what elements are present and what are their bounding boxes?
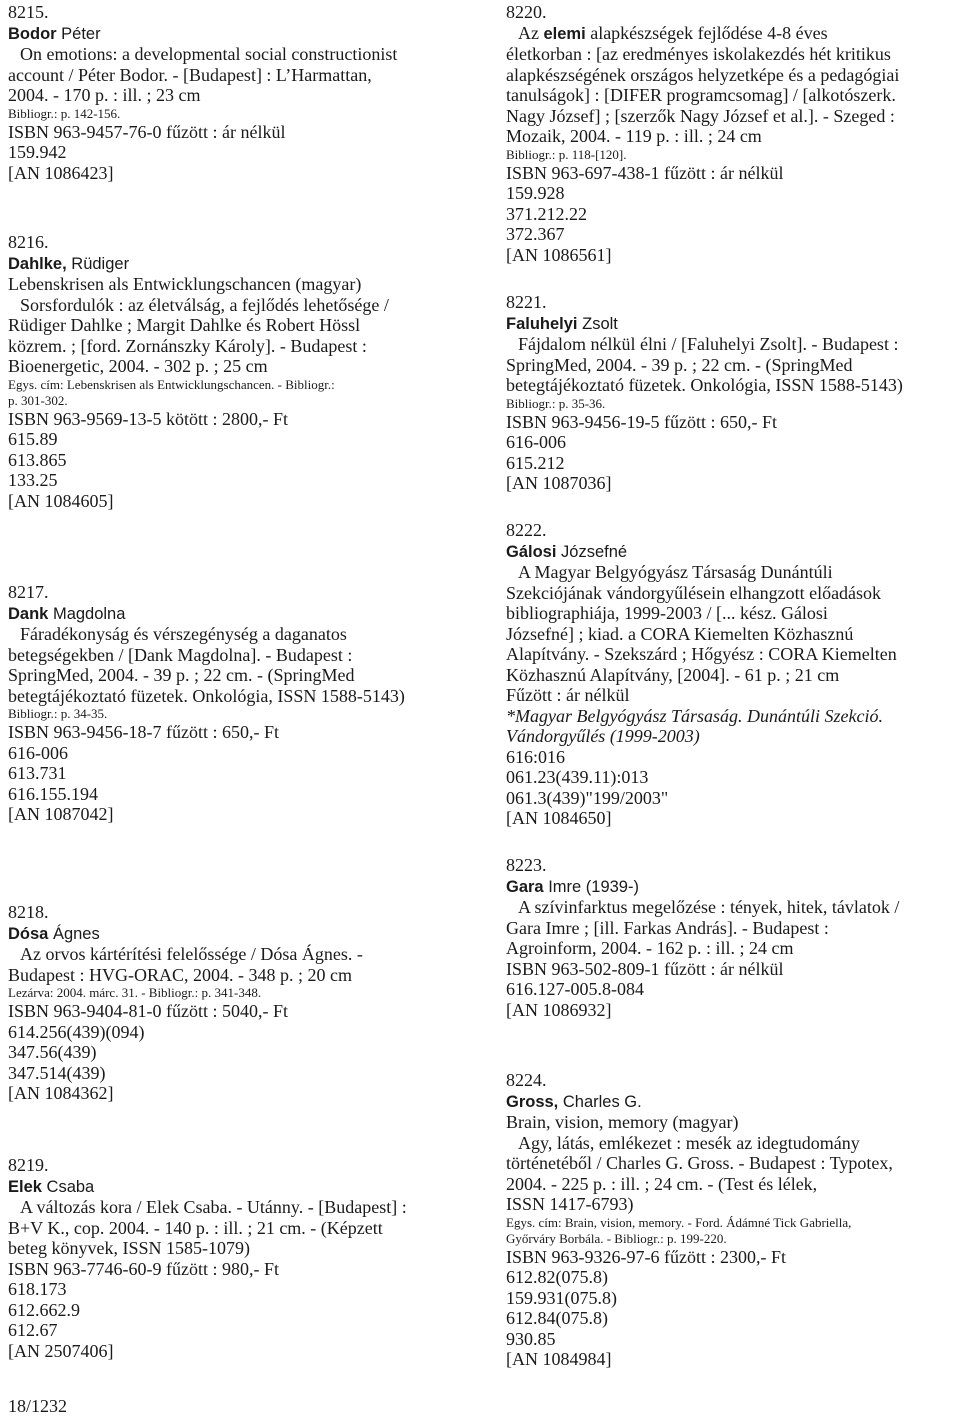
- entry-line: Rüdiger Dahlke ; Margit Dahlke és Robert Hössl: [8, 315, 361, 335]
- entry-number: 8217.: [8, 582, 49, 602]
- entry-line: bibliographiája, 1999-2003 / [... kész. Gálosi: [506, 603, 828, 623]
- entry-line: 615.89: [8, 429, 58, 449]
- entry-line: 612.662.9: [8, 1299, 80, 1320]
- entry-line: 061.23(439.11):013: [506, 767, 649, 787]
- entry-line: [AN 1086932]: [506, 999, 612, 1020]
- author-surname: Bodor: [8, 24, 57, 43]
- entry-author: [506, 313, 958, 335]
- author-surname: Dank: [8, 604, 49, 623]
- entry-note: Bibliogr.: p. 34-35.: [8, 706, 108, 721]
- entry-line: [AN 1084984]: [506, 1349, 612, 1369]
- entry-line: 618.173: [8, 1279, 67, 1299]
- entry-subject-heading: *Magyar Belgyógyász Társaság. Dunántúli Szekció.: [506, 705, 883, 726]
- entry-line: Bioenergetic, 2004. - 302 p. ; 25 cm: [8, 356, 268, 376]
- bibliography-entry: [506, 292, 958, 494]
- entry-line: Agy, látás, emlékezet : mesék az idegtudomány: [518, 1132, 860, 1153]
- entry-line: 616-006: [506, 432, 566, 452]
- entry-author: [506, 1091, 958, 1113]
- entry-line: 2004. - 170 p. : ill. ; 23 cm: [8, 85, 201, 105]
- entry-line: Józsefné] ; kiad. a CORA Kiemelten Közhasznú: [506, 623, 854, 644]
- entry-line: Gara Imre ; [ill. Farkas András]. - Budapest :: [506, 917, 829, 938]
- entry-line: account / Péter Bodor. - [Budapest] : L’Harmattan,: [8, 64, 372, 85]
- entry-line: Budapest : HVG-ORAC, 2004. - 348 p. ; 20 cm: [8, 964, 352, 985]
- bibliography-entry: [506, 1070, 958, 1370]
- author-forename: Ágnes: [48, 924, 100, 943]
- entry-line: 613.731: [8, 763, 67, 783]
- entry-line: [AN 1087036]: [506, 473, 612, 493]
- entry-line: 614.256(439)(094): [8, 1021, 145, 1042]
- author-forename: Csaba: [41, 1177, 95, 1196]
- bibliography-entry: [506, 2, 958, 265]
- author-surname: Elek: [8, 1177, 42, 1196]
- entry-line: 930.85: [506, 1328, 556, 1349]
- entry-line: Fűzött : ár nélkül: [506, 685, 630, 705]
- entry-line: On emotions: a developmental social constructionist: [20, 44, 398, 64]
- entry-line: SpringMed, 2004. - 39 p. ; 22 cm. - (SpringMed: [8, 665, 355, 685]
- entry-line: [AN 1084362]: [8, 1083, 114, 1103]
- page-number: 18/1232: [8, 1396, 68, 1416]
- bibliography-entry: [8, 232, 476, 511]
- entry-line: B+V K., cop. 2004. - 140 p. : ill. ; 21 cm. - (Képzett: [8, 1217, 383, 1238]
- entry-line: 616.127-005.8-084: [506, 979, 644, 999]
- bibliography-entry: [8, 902, 476, 1104]
- entry-line: 615.212: [506, 452, 565, 473]
- entry-note: Bibliogr.: p. 118-[120].: [506, 146, 627, 162]
- entry-note: Egys. cím: Lebenskrisen als Entwicklungschancen. - Bibliogr.:: [8, 376, 335, 392]
- entry-author: [8, 253, 476, 275]
- entry-line: közrem. ; [ford. Zornánszky Károly]. - Budapest :: [8, 335, 367, 356]
- entry-subject-heading: Vándorgyűlés (1999-2003): [506, 726, 700, 746]
- entry-number: 8224.: [506, 1070, 547, 1090]
- entry-author: [8, 923, 476, 945]
- bibliography-entry: [8, 1155, 476, 1361]
- bibliography-entry: [8, 582, 476, 825]
- entry-line: Nagy József] ; [szerzők Nagy József et al.]. - Szeged :: [506, 105, 895, 126]
- entry-line: [AN 1084605]: [8, 490, 114, 511]
- author-surname: Dahlke,: [8, 254, 67, 273]
- entry-line: 159.931(075.8): [506, 1287, 617, 1308]
- entry-line: 612.82(075.8): [506, 1267, 608, 1287]
- entry-line: Szekciójának vándorgyűlésein elhangzott előadások: [506, 582, 882, 603]
- entry-note: Bibliogr.: p. 142-156.: [8, 105, 121, 121]
- entry-line: történetéből / Charles G. Gross. - Budapest : Typotex,: [506, 1153, 893, 1173]
- title-keyword: elemi: [543, 24, 586, 43]
- entry-line: beteg könyvek, ISSN 1585-1079): [8, 1238, 250, 1258]
- author-surname: Gara: [506, 877, 544, 896]
- entry-line: A változás kora / Elek Csaba. - Utánny. - [Budapest] :: [20, 1197, 407, 1217]
- entry-number: 8221.: [506, 292, 547, 312]
- entry-line: 616.155.194: [8, 783, 98, 804]
- entry-line: ISBN 963-9456-19-5 fűzött : 650,- Ft: [506, 411, 777, 432]
- entry-line: tanulságok] : [DIFER programcsomag] / [alkotószerk.: [506, 85, 896, 105]
- author-forename: Zsolt: [577, 314, 618, 333]
- entry-line: 347.514(439): [8, 1062, 106, 1083]
- author-forename: Imre (1939-): [543, 877, 639, 896]
- entry-number: 8223.: [506, 855, 547, 875]
- entry-line: Sorsfordulók : az életválság, a fejlődés lehetősége /: [20, 294, 389, 315]
- entry-number: 8215.: [8, 2, 49, 22]
- entry-line: Agroinform, 2004. - 162 p. : ill. ; 24 cm: [506, 938, 794, 958]
- author-surname: Gross,: [506, 1092, 559, 1111]
- author-forename: Rüdiger: [66, 254, 130, 273]
- entry-line: ISBN 963-9326-97-6 fűzött : 2300,- Ft: [506, 1246, 786, 1267]
- entry-line: [AN 2507406]: [8, 1340, 114, 1361]
- entry-line: Az elemi alapkészségek fejlődése 4-8 éves: [518, 22, 828, 43]
- author-forename: Magdolna: [48, 604, 126, 623]
- entry-line: 372.367: [506, 224, 565, 244]
- author-surname: Faluhelyi: [506, 314, 578, 333]
- entry-note: Bibliogr.: p. 35-36.: [506, 395, 606, 411]
- entry-line: 371.212.22: [506, 203, 587, 224]
- entry-line: ISBN 963-7746-60-9 fűzött : 980,- Ft: [8, 1258, 279, 1279]
- entry-line: 613.865: [8, 449, 67, 470]
- entry-line: Fáradékonyság és vérszegénység a daganatos: [20, 624, 347, 644]
- entry-line: 612.84(075.8): [506, 1308, 608, 1328]
- entry-number: 8218.: [8, 902, 49, 922]
- author-forename: Péter: [56, 24, 101, 43]
- bibliography-entry: [506, 855, 958, 1020]
- entry-number: 8220.: [506, 2, 547, 22]
- entry-line: Lebenskrisen als Entwicklungschancen (magyar): [8, 274, 362, 294]
- entry-line: [AN 1086561]: [506, 244, 612, 265]
- entry-line: ISBN 963-697-438-1 fűzött : ár nélkül: [506, 162, 784, 183]
- entry-line: ISBN 963-9569-13-5 kötött : 2800,- Ft: [8, 408, 289, 429]
- author-surname: Dósa: [8, 924, 49, 943]
- entry-line: betegtájékoztató füzetek. Onkológia, ISSN 1588-5143): [506, 375, 903, 395]
- entry-line: [AN 1087042]: [8, 804, 114, 824]
- entry-line: [AN 1086423]: [8, 162, 114, 183]
- entry-line: ISBN 963-9457-76-0 fűzött : ár nélkül: [8, 121, 286, 142]
- entry-line: ISBN 963-502-809-1 fűzött : ár nélkül: [506, 958, 784, 979]
- entry-author: [8, 1176, 476, 1198]
- entry-line: 159.942: [8, 142, 67, 162]
- entry-line: Mozaik, 2004. - 119 p. : ill. ; 24 cm: [506, 126, 762, 146]
- entry-line: alapkészségének országos helyzetképe és a pedagógiai: [506, 64, 900, 85]
- entry-number: 8219.: [8, 1155, 49, 1175]
- author-surname: Gálosi: [506, 542, 557, 561]
- author-forename: Charles G.: [558, 1092, 642, 1111]
- entry-line: A Magyar Belgyógyász Társaság Dunántúli: [518, 562, 833, 582]
- entry-line: ISBN 963-9404-81-0 fűzött : 5040,- Ft: [8, 1001, 288, 1021]
- entry-line: betegségekben / [Dank Magdolna]. - Budapest :: [8, 644, 353, 665]
- entry-note: Egys. cím: Brain, vision, memory. - Ford. Ádámné Tick Gabriella,: [506, 1214, 852, 1230]
- entry-number: 8222.: [506, 520, 547, 540]
- entry-note: Győrváry Borbála. - Bibliogr.: p. 199-220.: [506, 1230, 727, 1246]
- entry-line: ISSN 1417-6793): [506, 1194, 634, 1214]
- entry-line: Alapítvány. - Szekszárd ; Hőgyész : CORA Kiemelten: [506, 644, 897, 664]
- entry-line: Brain, vision, memory (magyar): [506, 1112, 739, 1132]
- entry-line: 616-006: [8, 742, 68, 763]
- entry-line: Az orvos kártérítési felelőssége / Dósa Ágnes. -: [20, 944, 363, 964]
- entry-line: Fájdalom nélkül élni / [Faluhelyi Zsolt]. - Budapest :: [518, 334, 899, 354]
- entry-line: [AN 1084650]: [506, 808, 612, 828]
- entry-note: p. 301-302.: [8, 392, 68, 408]
- entry-line: ISBN 963-9456-18-7 fűzött : 650,- Ft: [8, 722, 279, 742]
- author-forename: Józsefné: [556, 542, 628, 561]
- entry-line: 616:016: [506, 746, 566, 767]
- entry-line: 612.67: [8, 1320, 58, 1340]
- entry-line: 159.928: [506, 183, 565, 203]
- entry-author: [8, 23, 476, 45]
- entry-author: [8, 603, 476, 625]
- entry-line: 061.3(439)"199/2003": [506, 787, 669, 808]
- entry-line: 2004. - 225 p. : ill. ; 24 cm. - (Test és lélek,: [506, 1173, 818, 1194]
- bibliography-entry: [506, 520, 958, 829]
- entry-author: [506, 876, 958, 898]
- entry-number: 8216.: [8, 232, 49, 252]
- entry-author: [506, 541, 958, 563]
- entry-line: A szívinfarktus megelőzése : tények, hitek, távlatok /: [518, 897, 900, 917]
- bibliography-entry: [8, 2, 476, 183]
- entry-line: életkorban : [az eredményes iskolakezdés hét kritikus: [506, 44, 891, 64]
- entry-line: 347.56(439): [8, 1042, 97, 1062]
- entry-note: Lezárva: 2004. márc. 31. - Bibliogr.: p. 341-348.: [8, 985, 262, 1000]
- entry-line: 133.25: [8, 470, 58, 490]
- entry-line: SpringMed, 2004. - 39 p. ; 22 cm. - (SpringMed: [506, 354, 853, 375]
- entry-line: betegtájékoztató füzetek. Onkológia, ISSN 1588-5143): [8, 685, 405, 706]
- entry-line: Közhasznú Alapítvány, [2004]. - 61 p. ; 21 cm: [506, 664, 840, 685]
